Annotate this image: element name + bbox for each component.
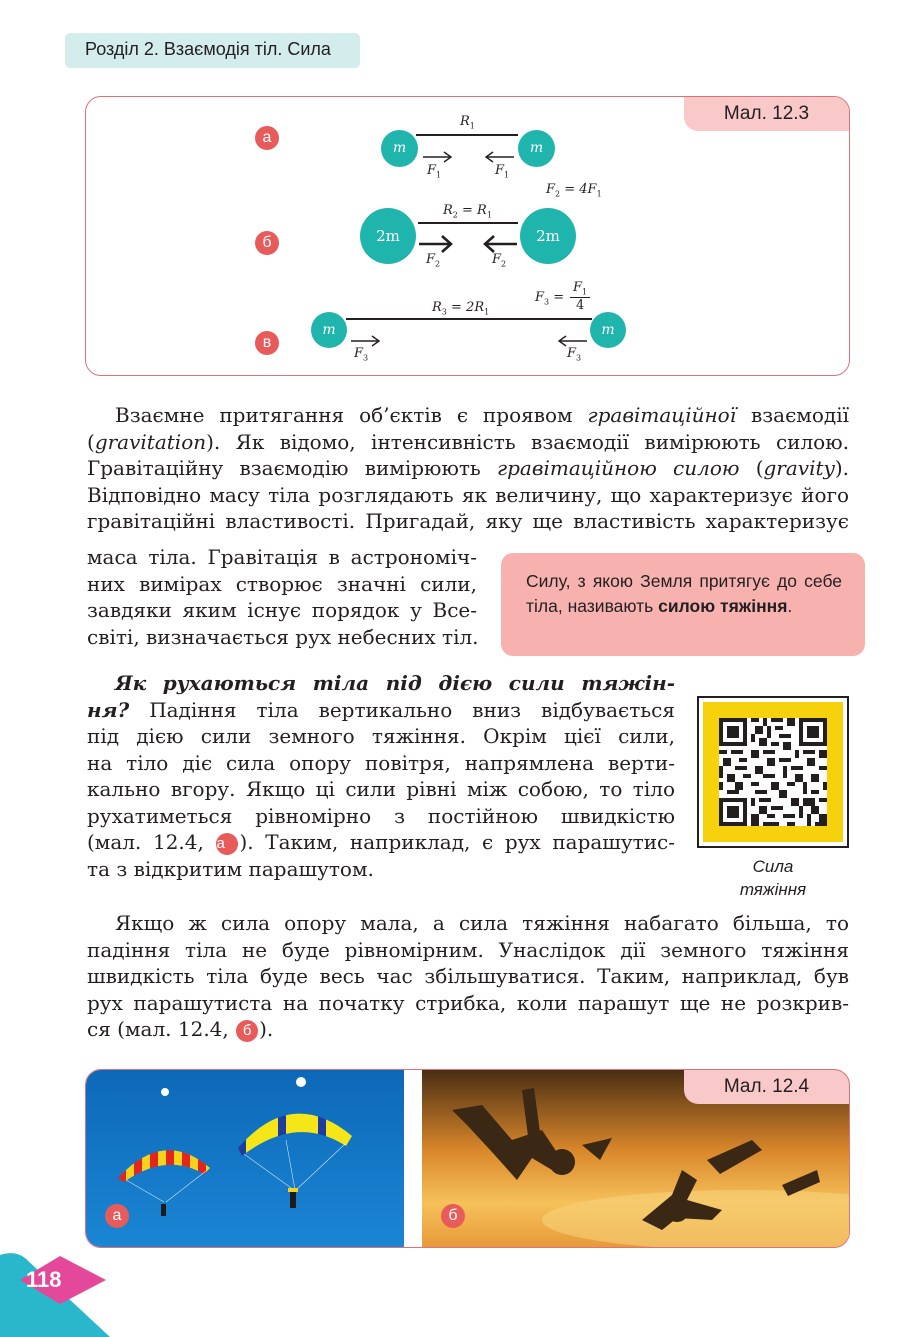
distance-line-c — [346, 318, 592, 320]
paragraph-line: кально вгору. Якщо ці сили рівні між собою, то тіло — [87, 777, 675, 801]
paragraph-line: рух парашутиста на початку стрибка, коли парашут ще не розкрив- — [87, 990, 849, 1015]
mass-ball-a-left: m — [381, 130, 418, 167]
fraction-denominator: 4 — [576, 298, 585, 313]
marker-c: в — [255, 331, 279, 355]
paragraph-line: (мал. 12.4, а ). Таким, наприклад, є рух парашутис- — [87, 830, 676, 854]
paragraph-line: рухатиметься рівномірно з постійною швидкістю — [87, 803, 675, 828]
qr-code-frame[interactable] — [697, 696, 849, 848]
force-arrow-a-right — [483, 150, 515, 164]
marker-b-photo: б — [441, 1204, 465, 1228]
paragraph-line: Гравітаційну взаємодію вимірюють гравітаційною силою (gravity). — [87, 456, 849, 480]
paragraph-gravitation — [87, 402, 849, 535]
force-arrow-b-left — [418, 234, 454, 254]
lead-question: Як рухаються тіла під дією сили тяжін- — [115, 671, 675, 695]
paragraph-line: маса тіла. Гравітація в астрономіч- — [87, 545, 477, 569]
marker-b: б — [255, 231, 279, 255]
distance-label-a: $R_1$ — [460, 114, 475, 131]
parachutes-photo — [86, 1070, 404, 1247]
paragraph-line: Якщо ж сила опору мала, а сила тяжіння набагато більша, то — [115, 911, 849, 935]
paragraph-line: та з відкритим парашутом. — [87, 856, 374, 881]
page-number: 118 — [26, 1267, 62, 1292]
paragraph-line: ня? Падіння тіла вертикально вниз відбувається — [87, 697, 675, 722]
distance-line-b — [418, 222, 518, 224]
paragraph-line: гравітаційні властивості. Пригадай, яку ще властивість характеризує — [87, 509, 849, 533]
paragraph-line: (gravitation). Як відомо, інтенсивність взаємодії вимірюють силою. — [87, 429, 849, 454]
paragraph-motion — [87, 670, 675, 882]
qr-caption-line: тяжіння — [739, 880, 807, 899]
fraction-numerator: $F_1$ — [573, 280, 588, 297]
distance-line-a — [416, 134, 518, 136]
relation-label-b: $F_2 = 4F_1$ — [546, 182, 602, 199]
ref-marker-b: б — [236, 1020, 258, 1042]
photo-divider — [404, 1070, 422, 1247]
paragraph-line: на тіло діє сила опору повітря, напрямлена верти- — [87, 750, 675, 775]
ref-marker-a: а — [216, 833, 238, 855]
marker-a-photo: а — [105, 1204, 129, 1228]
mass-ball-b-right: 2m — [520, 208, 576, 264]
distance-label-b: $R_2 = R_1$ — [443, 203, 492, 220]
corner-decoration — [0, 1250, 110, 1337]
paragraph-line: падіння тіла не буде рівномірним. Унаслідок дії земного тяжіння — [87, 937, 849, 962]
relation-label-c: $F_3$ = — [535, 290, 565, 307]
paragraph-line: під дією сили земного тяжіння. Окрім цієї сили, — [87, 724, 675, 748]
qr-border — [703, 702, 843, 842]
force-label-b-right: $F_2$ — [492, 252, 507, 269]
paragraph-line: завдяки яким існує порядок у Все- — [87, 598, 477, 622]
paragraph-line: Відповідно масу тіла розглядають як величину, що характеризує його — [87, 482, 849, 507]
force-label-a-left: $F_1$ — [427, 163, 442, 180]
figure-12-4 — [85, 1069, 850, 1248]
qr-code-icon — [719, 718, 827, 826]
distance-label-c: $R_3 = 2R_1$ — [432, 300, 490, 317]
figure-label: Мал. 12.3 — [684, 97, 849, 131]
mass-ball-a-right: m — [518, 130, 555, 167]
figure-12-3 — [85, 96, 850, 376]
marker-a: а — [255, 126, 279, 150]
mass-ball-c-right: m — [590, 312, 626, 348]
force-label-b-left: $F_2$ — [426, 252, 441, 269]
force-label-c-left: $F_3$ — [354, 346, 369, 363]
paragraph-line: світі, визначається рух небесних тіл. — [87, 624, 479, 649]
force-label-a-right: $F_1$ — [495, 163, 510, 180]
callout-term: силою тяжіння — [658, 596, 788, 616]
paragraph-line — [87, 670, 675, 697]
figure-label: Мал. 12.4 — [684, 1070, 849, 1104]
paragraph-gravitation-narrow — [87, 544, 477, 650]
force-arrow-a-left — [422, 150, 454, 164]
paragraph-line: швидкість тіла буде весь час збільшуватися. Таким, наприклад, був — [87, 964, 849, 988]
page-number-badge — [0, 1250, 110, 1337]
callout-text: Силу, з якою Земля притягує до себе тіла, називають силою тяжіння. — [526, 571, 842, 616]
qr-caption-line: Сила — [752, 857, 794, 876]
qr-caption — [697, 855, 849, 901]
paragraph-line: Взаємне притягання об’єктів є проявом гравітаційної взаємодії — [115, 403, 849, 427]
paragraph-line: ся (мал. 12.4, б ). — [87, 1017, 274, 1041]
section-header — [65, 33, 360, 68]
paragraph-nonuniform — [87, 910, 849, 1043]
mass-ball-c-left: m — [311, 312, 347, 348]
section-title: Розділ 2. Взаємодія тіл. Сила — [85, 39, 331, 59]
force-label-c-right: $F_3$ — [567, 346, 582, 363]
mass-ball-b-left: 2m — [360, 208, 416, 264]
definition-callout — [501, 553, 865, 656]
force-arrow-b-right — [482, 234, 518, 254]
paragraph-line: них вимірах створює значні сили, — [87, 571, 477, 596]
